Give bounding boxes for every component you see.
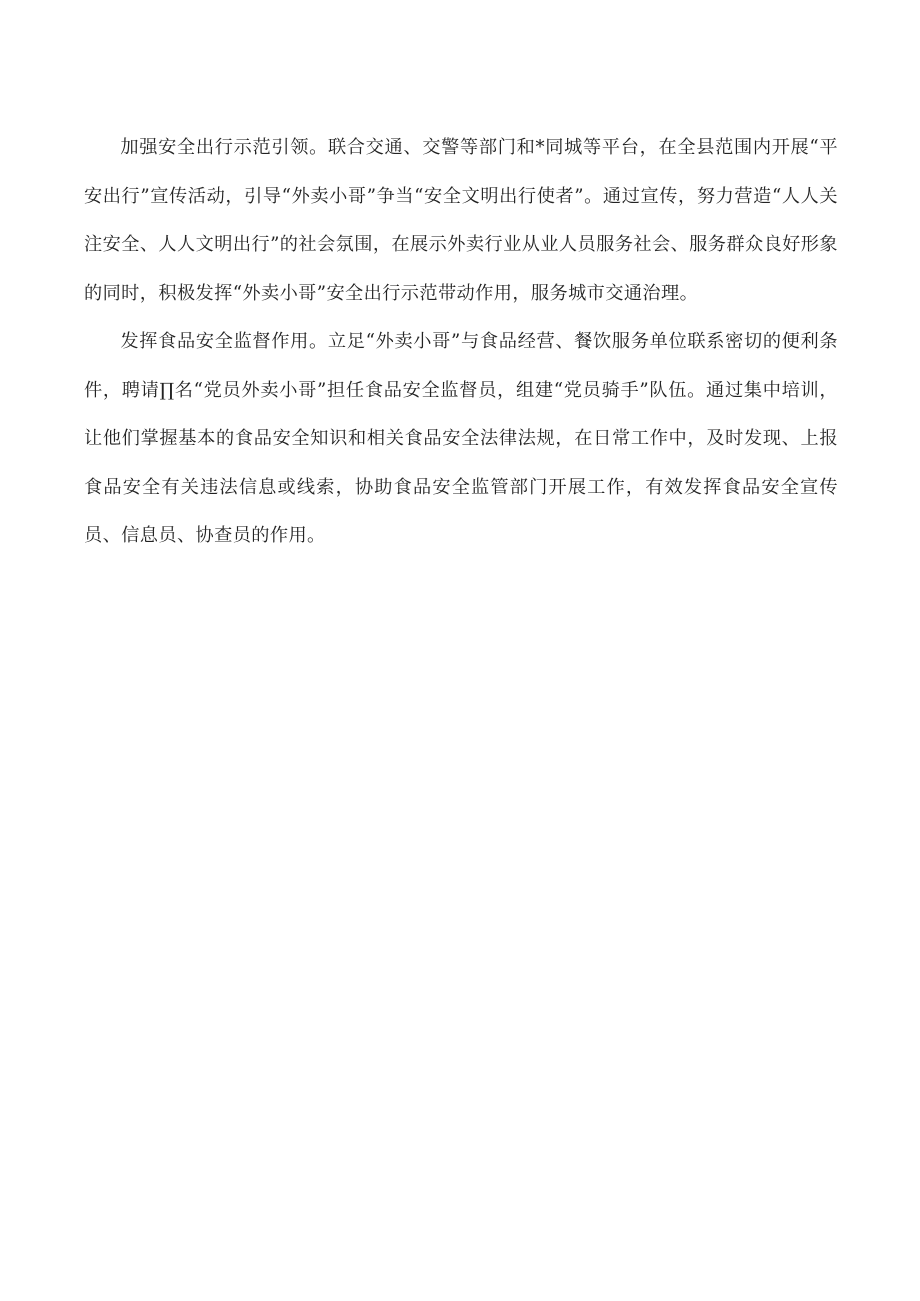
paragraph-food-safety: 发挥食品安全监督作用。立足“外卖小哥”与食品经营、餐饮服务单位联系密切的便利条件，聘请∏名“党员外卖小哥”担任食品安全监督员，组建“党员骑手”队伍。通过集中培训，让他们掌握基本的食品安全知识和相关食品安全法律法规，在日常工作中，及时发现、上报食品安全有关违法信息或线索，协助食品安全监管部门开展工作，有效发挥食品安全宣传员、信息员、协查员的作用。 xyxy=(84,331,838,546)
paragraph-safe-travel: 加强安全出行示范引领。联合交通、交警等部门和*同城等平台，在全县范围内开展“平安出行”宣传活动，引导“外卖小哥”争当“安全文明出行使者”。通过宣传，努力营造“人人关注安全、人人文明出行”的社会氛围，在展示外卖行业从业人员服务社会、服务群众良好形象的同时，积极发挥“外卖小哥”安全出行示范带动作用，服务城市交通治理。 xyxy=(84,137,838,304)
document-body xyxy=(84,124,838,561)
